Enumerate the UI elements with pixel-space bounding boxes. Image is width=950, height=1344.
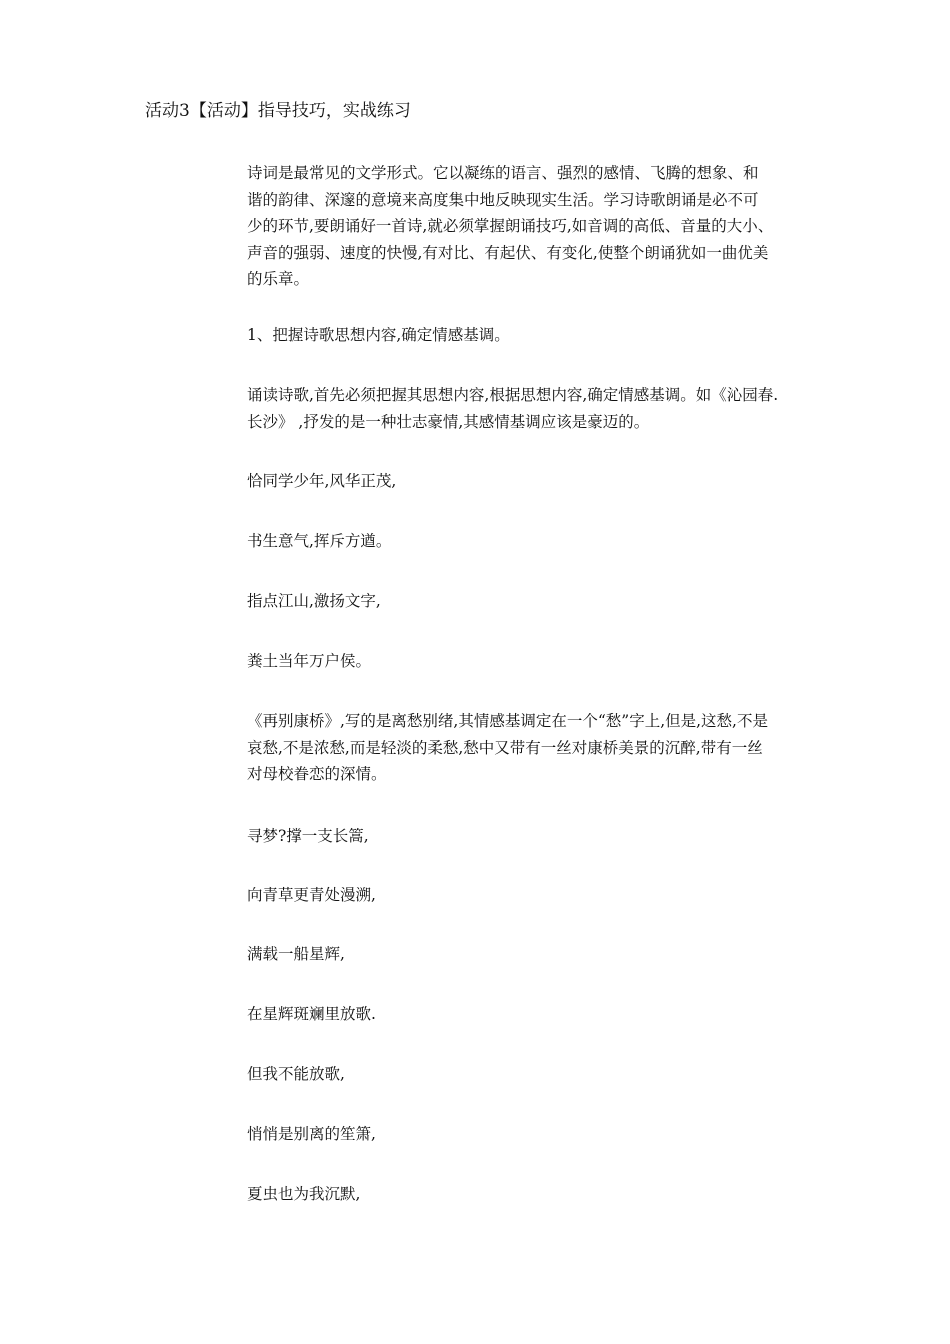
text-line: 少的环节,要朗诵好一首诗,就必须掌握朗诵技巧,如音调的高低、音量的大小、 — [247, 217, 774, 235]
poem-line: 恰同学少年,风华正茂, — [247, 472, 397, 490]
text-line: 《再别康桥》,写的是离愁别绪,其情感基调定在一个“愁”字上,但是,这愁,不是 — [247, 712, 768, 730]
poem-line: 书生意气,挥斥方遒。 — [247, 532, 392, 550]
poem-line: 在星辉斑斓里放歌. — [247, 1005, 376, 1023]
poem-line: 悄悄是别离的笙箫, — [247, 1125, 376, 1143]
poem-line: 满载一船星辉, — [247, 945, 345, 963]
poem-line: 但我不能放歌, — [247, 1065, 345, 1083]
poem-line: 寻梦?撑一支长篙, — [247, 827, 369, 845]
poem-line: 粪土当年万户侯。 — [247, 652, 372, 670]
point-1-heading: 1、把握诗歌思想内容,确定情感基调。 — [247, 326, 510, 344]
text-line: 对母校眷恋的深情。 — [247, 765, 387, 783]
text-line: 哀愁,不是浓愁,而是轻淡的柔愁,愁中又带有一丝对康桥美景的沉醉,带有一丝 — [247, 738, 763, 757]
intro-paragraph — [247, 160, 817, 293]
text-line: 诗词是最常见的文学形式。它以凝练的语言、强烈的感情、飞腾的想象、和 — [247, 164, 759, 182]
text-line: 的乐章。 — [247, 270, 310, 288]
paragraph-2 — [247, 382, 817, 435]
section-heading: 活动3【活动】指导技巧，实战练习 — [145, 101, 411, 121]
paragraph-3 — [247, 708, 817, 788]
poem-line: 指点江山,激扬文字, — [247, 592, 381, 610]
poem-line: 夏虫也为我沉默, — [247, 1185, 361, 1203]
text-line: 谐的韵律、深邃的意境来高度集中地反映现实生活。学习诗歌朗诵是必不可 — [247, 190, 759, 209]
poem-line: 向青草更青处漫溯, — [247, 886, 376, 904]
text-line: 声音的强弱、速度的快慢,有对比、有起伏、有变化,使整个朗诵犹如一曲优美 — [247, 243, 769, 262]
text-line: 长沙》 ,抒发的是一种壮志豪情,其感情基调应该是豪迈的。 — [247, 412, 650, 431]
text-line: 诵读诗歌,首先必须把握其思想内容,根据思想内容,确定情感基调。如《沁园春. — [247, 386, 779, 404]
